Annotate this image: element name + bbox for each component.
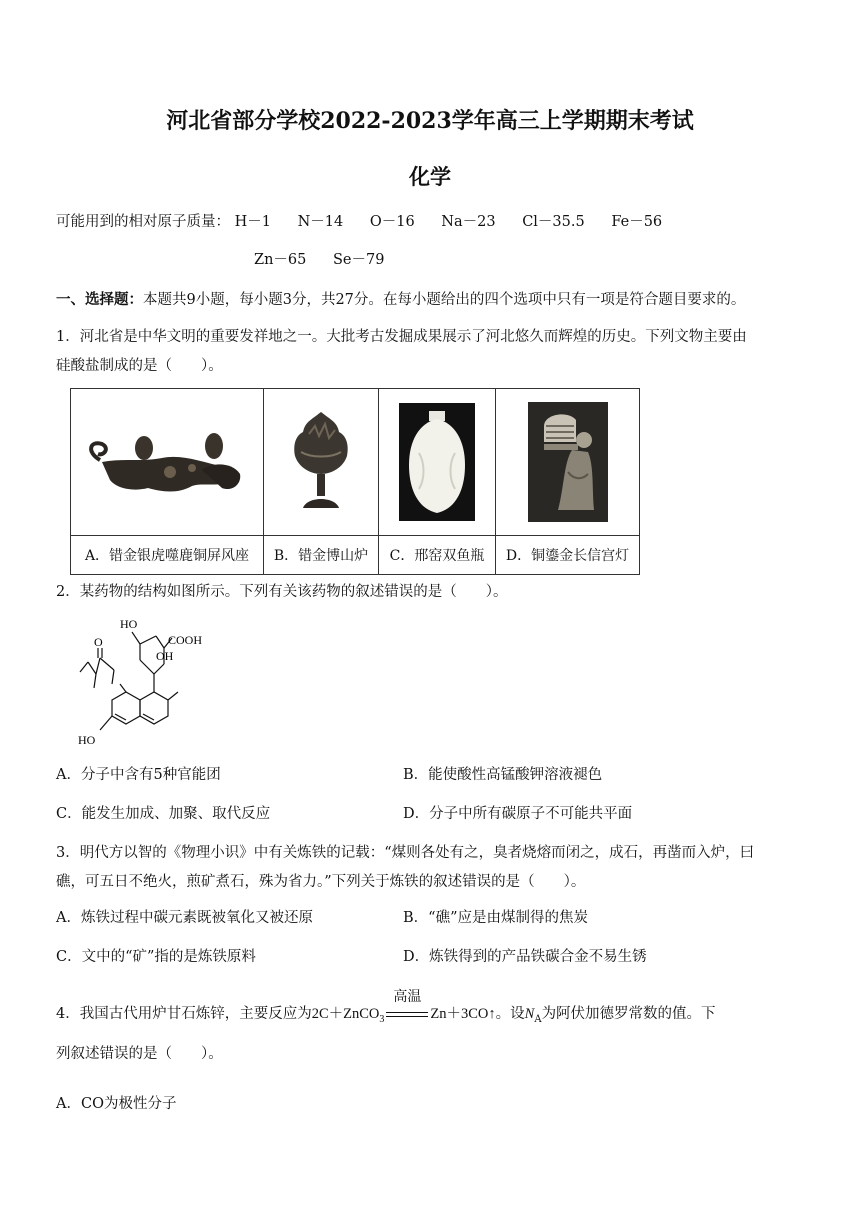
mass-o: O－16	[369, 214, 415, 230]
q4-option-a: A．CO为极性分子	[56, 1096, 177, 1112]
q2-option-a: A．分子中含有5种官能团	[56, 767, 221, 783]
option-c-caption: C．邢窑双鱼瓶	[379, 536, 496, 575]
section-1-desc: 本题共9小题，每小题3分，共27分。在每小题给出的四个选项中只有一项是符合题目要求的。	[143, 292, 746, 308]
relic-c-cell	[379, 389, 496, 536]
q4-na: N	[524, 1006, 535, 1022]
changxin-palace-lamp-image	[528, 402, 608, 522]
q3-option-d: D．炼铁得到的产品铁碳合金不易生锈	[403, 949, 647, 965]
option-b-caption: B．错金博山炉	[264, 536, 379, 575]
q1-stem-line1: 1．河北省是中华文明的重要发祥地之一。大批考古发掘成果展示了河北悠久而辉煌的历史。下列文物主要由	[56, 329, 747, 345]
q3-stem-line2: 礁，可五日不绝火，煎矿煮石，殊为省力。”下列关于炼铁的叙述错误的是（ ）。	[56, 874, 586, 890]
label-ho-bottom: HO	[78, 733, 96, 747]
atomic-masses	[56, 212, 684, 232]
subject-title: 化学	[409, 164, 451, 189]
mass-na: Na－23	[441, 214, 496, 230]
atomic-masses-label: 可能用到的相对原子质量：	[56, 214, 230, 230]
drug-structure-diagram	[60, 612, 220, 754]
q4-reaction-arrow	[386, 989, 428, 1022]
mass-fe: Fe－56	[611, 214, 663, 230]
q3-option-c: C．文中的“矿”指的是炼铁原料	[56, 949, 256, 965]
q1-relics-table	[70, 388, 640, 575]
q3-stem-line1: 3．明代方以智的《物理小识》中有关炼铁的记载：“煤则各处有之，臭者烧熔而闭之，成石，再凿而入炉，曰	[56, 845, 755, 861]
relic-a-cell	[71, 389, 264, 536]
q4-stem-line1	[56, 989, 716, 1030]
q3-option-a: A．炼铁过程中碳元素既被氧化又被还原	[56, 910, 313, 926]
q4-prefix: 4．我国古代用炉甘石炼锌，主要反应为	[56, 1006, 312, 1022]
q4-condition: 高温	[393, 989, 422, 1005]
mass-zn: Zn－65	[254, 252, 307, 268]
q2-option-d: D．分子中所有碳原子不可能共平面	[403, 806, 633, 822]
q1-stem-line2: 硅酸盐制成的是（ ）。	[56, 358, 223, 374]
relic-d-cell	[496, 389, 640, 536]
q3-option-b: B．“礁”应是由煤制得的焦炭	[403, 910, 588, 926]
q4-equation	[311, 989, 496, 1025]
boshan-censer-image	[281, 408, 361, 516]
option-a-caption: A．错金银虎噬鹿铜屏风座	[71, 536, 264, 575]
q4-suffix: 为阿伏加德罗常数的值。下	[541, 1006, 716, 1022]
mass-n: N－14	[297, 214, 344, 230]
q2-option-b: B．能使酸性高锰酸钾溶液褪色	[403, 767, 603, 783]
relic-b-cell	[264, 389, 379, 536]
label-oh: OH	[156, 649, 174, 663]
section-1-heading	[56, 290, 745, 310]
q2-stem: 2．某药物的结构如图所示。下列有关该药物的叙述错误的是（ ）。	[56, 584, 508, 600]
tiger-screen-stand-image	[82, 422, 252, 502]
q4-rhs: Zn＋3CO↑	[430, 1006, 496, 1022]
q2-option-c: C．能发生加成、加聚、取代反应	[56, 806, 271, 822]
q4-na-sub: A	[534, 1013, 542, 1025]
q4-lhs: 2C＋ZnCO	[311, 1006, 380, 1022]
option-d-caption: D．铜鎏金长信宫灯	[496, 536, 640, 575]
q4-lhs-sub: 3	[379, 1013, 385, 1025]
q4-double-line	[386, 1012, 428, 1017]
mass-h: H－1	[234, 214, 271, 230]
section-1-title: 一、选择题：	[56, 291, 143, 308]
label-o: O	[94, 635, 103, 649]
atomic-masses-2	[254, 250, 406, 270]
q4-stem-line2: 列叙述错误的是（ ）。	[56, 1046, 223, 1062]
mass-cl: Cl－35.5	[522, 214, 585, 230]
exam-title: 河北省部分学校2022-2023学年高三上学期期末考试	[166, 108, 694, 134]
label-cooh: COOH	[168, 633, 203, 647]
double-fish-vase-image	[399, 403, 475, 521]
label-ho-top: HO	[120, 617, 138, 631]
q4-mid: 。设	[495, 1006, 525, 1022]
mass-se: Se－79	[332, 252, 385, 268]
